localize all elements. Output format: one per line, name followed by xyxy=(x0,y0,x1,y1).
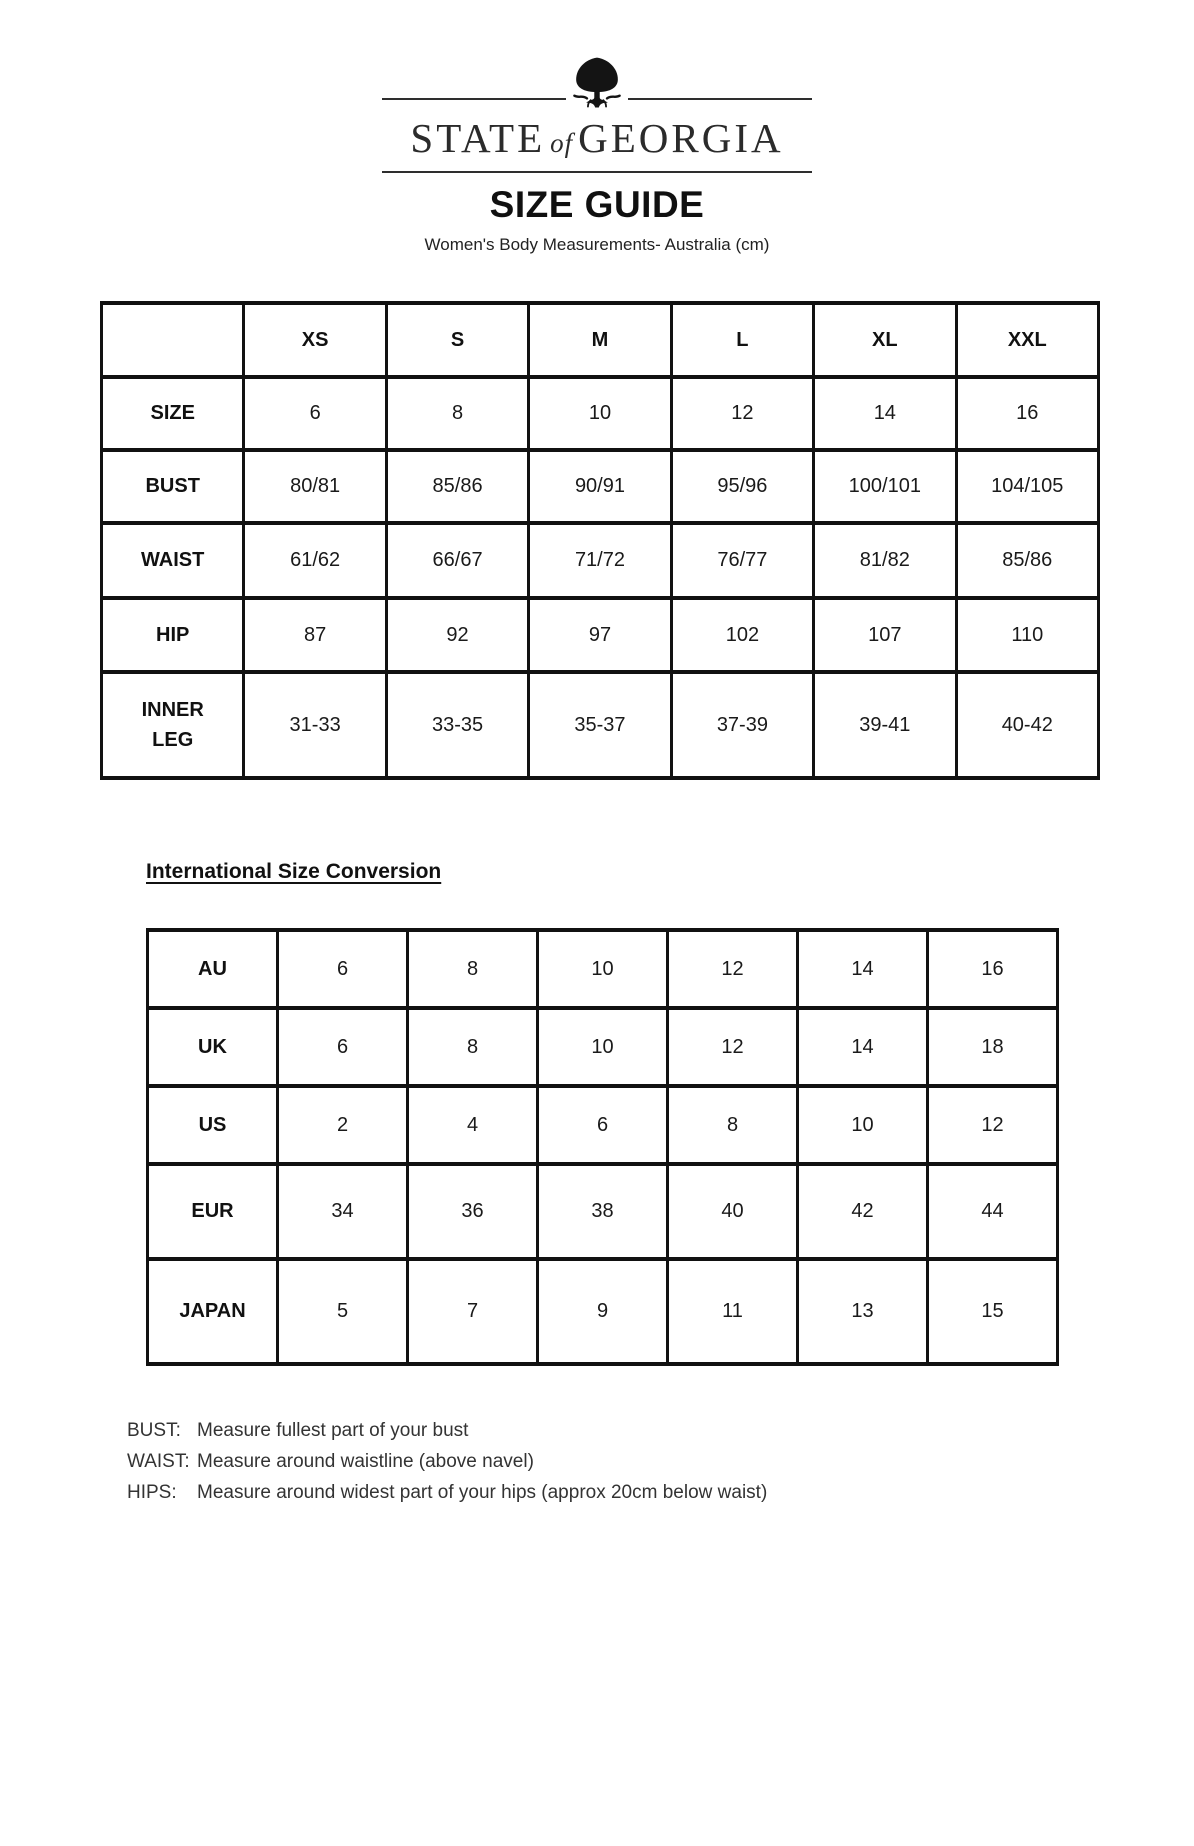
table-cell: 95/96 xyxy=(671,450,813,523)
table-cell: 35-37 xyxy=(529,672,671,778)
row-label-hip: HIP xyxy=(102,598,244,672)
table-cell: 44 xyxy=(928,1164,1058,1259)
row-label-uk: UK xyxy=(148,1008,278,1086)
table-cell: 100/101 xyxy=(814,450,956,523)
table-row xyxy=(102,523,1099,598)
table-cell: 90/91 xyxy=(529,450,671,523)
table-cell: 40-42 xyxy=(956,672,1098,778)
row-label-eur: EUR xyxy=(148,1164,278,1259)
table-cell: 14 xyxy=(798,930,928,1008)
table-cell: 13 xyxy=(798,1259,928,1364)
table-cell: 33-35 xyxy=(386,672,528,778)
row-label-au: AU xyxy=(148,930,278,1008)
table-cell: 31-33 xyxy=(244,672,386,778)
table-cell: 6 xyxy=(538,1086,668,1164)
table-cell: 85/86 xyxy=(386,450,528,523)
table-cell: 40 xyxy=(668,1164,798,1259)
row-label-bust: BUST xyxy=(102,450,244,523)
logo-rule-left xyxy=(382,98,566,100)
note-label: WAIST: xyxy=(127,1451,190,1472)
table-cell: 38 xyxy=(538,1164,668,1259)
table-cell: 61/62 xyxy=(244,523,386,598)
table-row xyxy=(148,1086,1058,1164)
table-cell: 97 xyxy=(529,598,671,672)
table-cell: 80/81 xyxy=(244,450,386,523)
table-cell: 102 xyxy=(671,598,813,672)
note-text: Measure around waistline (above navel) xyxy=(197,1451,534,1472)
table-cell: 110 xyxy=(956,598,1098,672)
table-cell: 42 xyxy=(798,1164,928,1259)
corner-cell xyxy=(102,303,244,377)
table-cell: 6 xyxy=(278,930,408,1008)
logo-top-rule xyxy=(382,54,812,112)
size-col-header: M xyxy=(529,303,671,377)
table-cell: 12 xyxy=(671,377,813,450)
table-cell: 6 xyxy=(244,377,386,450)
note-text: Measure fullest part of your bust xyxy=(197,1420,469,1441)
measurements-table xyxy=(100,301,1100,780)
table-cell: 87 xyxy=(244,598,386,672)
table-row xyxy=(148,1008,1058,1086)
table-cell: 10 xyxy=(529,377,671,450)
table-cell: 14 xyxy=(814,377,956,450)
logo-bottom-rule xyxy=(382,171,812,173)
row-label-us: US xyxy=(148,1086,278,1164)
size-col-header: S xyxy=(386,303,528,377)
table-cell: 10 xyxy=(538,1008,668,1086)
table-cell: 12 xyxy=(668,1008,798,1086)
table-cell: 66/67 xyxy=(386,523,528,598)
table-cell: 15 xyxy=(928,1259,1058,1364)
note-text: Measure around widest part of your hips (approx 20cm below waist) xyxy=(197,1482,768,1503)
table-row xyxy=(102,598,1099,672)
table-cell: 8 xyxy=(408,930,538,1008)
page-subtitle: Women's Body Measurements- Australia (cm) xyxy=(424,235,770,254)
note-label: HIPS: xyxy=(127,1482,177,1503)
table-cell: 6 xyxy=(278,1008,408,1086)
table-cell: 76/77 xyxy=(671,523,813,598)
table-cell: 12 xyxy=(668,930,798,1008)
table-cell: 39-41 xyxy=(814,672,956,778)
row-label-inner-leg-text: INNER LEG xyxy=(141,699,204,751)
note-waist xyxy=(127,1451,1194,1473)
size-col-header: XS xyxy=(244,303,386,377)
conversion-heading: International Size Conversion xyxy=(146,860,442,883)
measurements-header-row xyxy=(102,303,1099,377)
logo-rule-right xyxy=(628,98,812,100)
row-label-inner-leg xyxy=(102,672,244,778)
table-cell: 16 xyxy=(956,377,1098,450)
table-cell: 12 xyxy=(928,1086,1058,1164)
measuring-notes xyxy=(127,1420,1194,1504)
table-cell: 81/82 xyxy=(814,523,956,598)
table-row xyxy=(102,672,1099,778)
table-cell: 37-39 xyxy=(671,672,813,778)
brand-name-state: STATE xyxy=(410,115,546,161)
table-cell: 107 xyxy=(814,598,956,672)
note-hips xyxy=(127,1482,1194,1504)
table-cell: 85/86 xyxy=(956,523,1098,598)
table-cell: 7 xyxy=(408,1259,538,1364)
page-title: SIZE GUIDE xyxy=(489,184,705,225)
row-label-waist: WAIST xyxy=(102,523,244,598)
table-row xyxy=(102,450,1099,523)
table-cell: 8 xyxy=(668,1086,798,1164)
brand-name-of: of xyxy=(550,128,574,158)
table-cell: 2 xyxy=(278,1086,408,1164)
table-cell: 8 xyxy=(386,377,528,450)
note-bust xyxy=(127,1420,1194,1442)
table-cell: 9 xyxy=(538,1259,668,1364)
row-label-japan: JAPAN xyxy=(148,1259,278,1364)
table-cell: 36 xyxy=(408,1164,538,1259)
brand-name xyxy=(382,114,812,162)
table-cell: 5 xyxy=(278,1259,408,1364)
brand-name-georgia: GEORGIA xyxy=(578,115,784,161)
conversion-table xyxy=(146,928,1059,1366)
table-cell: 71/72 xyxy=(529,523,671,598)
table-cell: 10 xyxy=(538,930,668,1008)
table-cell: 18 xyxy=(928,1008,1058,1086)
table-cell: 11 xyxy=(668,1259,798,1364)
size-col-header: XL xyxy=(814,303,956,377)
table-cell: 14 xyxy=(798,1008,928,1086)
table-cell: 104/105 xyxy=(956,450,1098,523)
table-cell: 34 xyxy=(278,1164,408,1259)
table-row xyxy=(148,1164,1058,1259)
table-cell: 92 xyxy=(386,598,528,672)
brand-logo xyxy=(382,54,812,173)
tree-icon xyxy=(568,54,626,112)
table-cell: 8 xyxy=(408,1008,538,1086)
table-row xyxy=(148,1259,1058,1364)
table-cell: 4 xyxy=(408,1086,538,1164)
table-cell: 10 xyxy=(798,1086,928,1164)
note-label: BUST: xyxy=(127,1420,181,1441)
size-col-header: L xyxy=(671,303,813,377)
table-row xyxy=(102,377,1099,450)
row-label-size: SIZE xyxy=(102,377,244,450)
table-row xyxy=(148,930,1058,1008)
size-col-header: XXL xyxy=(956,303,1098,377)
table-cell: 16 xyxy=(928,930,1058,1008)
